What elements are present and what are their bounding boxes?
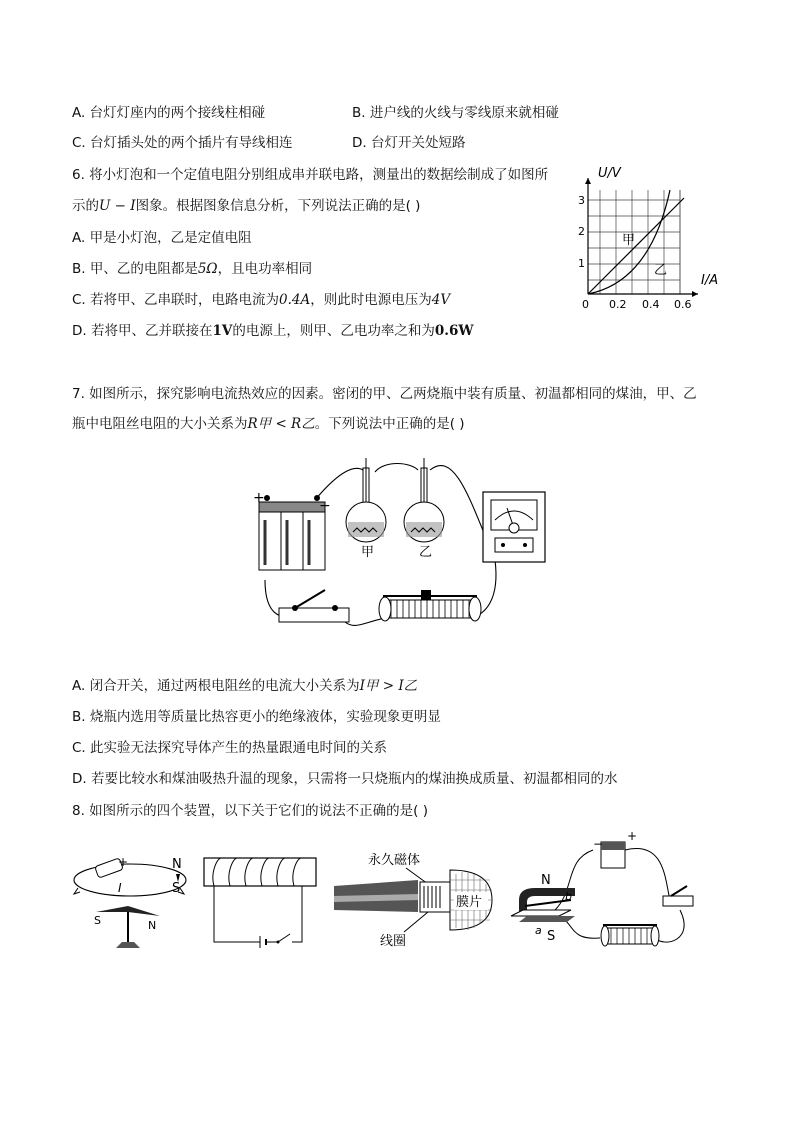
x-tick-0: 0 xyxy=(582,298,589,311)
fig4-minus: − xyxy=(593,837,604,851)
ammeter xyxy=(483,492,545,562)
y-tick-3: 3 xyxy=(578,194,585,207)
q5-option-c: C. 台灯插头处的两个插片有导线相连 xyxy=(72,135,293,151)
fig4-n: N xyxy=(541,873,551,888)
q7-option-c: C. 此实验无法探究导体产生的热量跟通电时间的关系 xyxy=(72,740,388,756)
q6-ui-graph xyxy=(570,160,730,320)
graph-label-jia: 甲 xyxy=(622,233,636,248)
fig2-n: N xyxy=(172,857,182,872)
q7-circuit-figure xyxy=(245,440,565,645)
battery-plus: + xyxy=(253,490,265,506)
fig1-current-label: I xyxy=(118,881,122,895)
fig1-s: S xyxy=(94,914,101,927)
battery-pack xyxy=(259,495,325,570)
flask-label-jia: 甲 xyxy=(361,545,375,560)
q6-stem-line1: 6. 将小灯泡和一个定值电阻分别组成串并联电路，测量出的数据绘制成了如图所 xyxy=(72,167,549,183)
q7-stem-line1: 7. 如图所示，探究影响电流热效应的因素。密闭的甲、乙两烧瓶中装有质量、初温都相同的煤油，甲、乙 xyxy=(72,386,697,402)
x-axis-arrow xyxy=(692,291,698,297)
q7-option-d: D. 若要比较水和煤油吸热升温的现象，只需将一只烧瓶内的煤油换成质量、初温都相同的水 xyxy=(72,771,618,787)
q5-option-a: A. 台灯灯座内的两个接线柱相碰 xyxy=(72,105,266,121)
line-jia xyxy=(588,198,684,294)
fig3-membrane-label: 膜片 xyxy=(456,895,483,910)
q7-stem-line2: 瓶中电阻丝电阻的大小关系为R甲 < R乙。下列说法中正确的是( ) xyxy=(72,416,465,432)
y-axis-label: U/V xyxy=(598,166,621,181)
fig2-s: S xyxy=(172,881,181,896)
flask-yi xyxy=(404,458,444,542)
knife-switch xyxy=(279,590,349,622)
fig1-plus: + xyxy=(118,855,129,869)
q8-fig3-speaker xyxy=(332,850,502,950)
y-axis-arrow xyxy=(585,178,591,184)
fig3-magnet-label: 永久磁体 xyxy=(368,853,421,868)
x-axis-label: I/A xyxy=(701,273,719,288)
rheostat xyxy=(379,590,481,621)
flask-label-yi: 乙 xyxy=(419,545,433,560)
q8-fig4-apparatus xyxy=(505,830,735,970)
x-tick-0.4: 0.4 xyxy=(642,298,660,311)
fig4-plus: + xyxy=(627,830,638,843)
q6-option-d: D. 若将甲、乙并联接在1V的电源上，则甲、乙电功率之和为0.6W xyxy=(72,323,474,339)
q5-option-d: D. 台灯开关处短路 xyxy=(352,135,466,151)
y-tick-2: 2 xyxy=(578,225,585,238)
fig4-s: S xyxy=(547,929,556,944)
fig1-n: N xyxy=(148,919,157,932)
q8-stem: 8. 如图所示的四个装置，以下关于它们的说法不正确的是( ) xyxy=(72,803,428,819)
x-tick-0.2: 0.2 xyxy=(609,298,627,311)
fig4-a: a xyxy=(535,924,542,937)
q7-option-b: B. 烧瓶内选用等质量比热容更小的绝缘液体，实验现象更明显 xyxy=(72,709,441,725)
q5-option-b: B. 进户线的火线与零线原来就相碰 xyxy=(352,105,559,121)
fig3-coil-label: 线圈 xyxy=(380,934,407,949)
q6-option-c: C. 若将甲、乙串联时，电路电流为0.4A，则此时电源电压为4V xyxy=(72,292,451,308)
graph-label-yi: 乙 xyxy=(654,263,668,278)
q6-option-b: B. 甲、乙的电阻都是5Ω，且电功率相同 xyxy=(72,261,313,277)
x-tick-0.6: 0.6 xyxy=(674,298,692,311)
y-tick-1: 1 xyxy=(578,257,585,270)
q8-fig2-solenoid xyxy=(170,852,325,952)
q7-option-a: A. 闭合开关，通过两根电阻丝的电流大小关系为I甲 > I乙 xyxy=(72,678,418,694)
flask-jia xyxy=(346,458,386,542)
q6-stem-line2: 示的U − I图象。根据图象信息分析，下列说法正确的是( ) xyxy=(72,198,421,214)
q6-option-a: A. 甲是小灯泡，乙是定值电阻 xyxy=(72,230,252,246)
fig4-b: b xyxy=(565,890,572,903)
battery-minus: − xyxy=(319,498,331,514)
